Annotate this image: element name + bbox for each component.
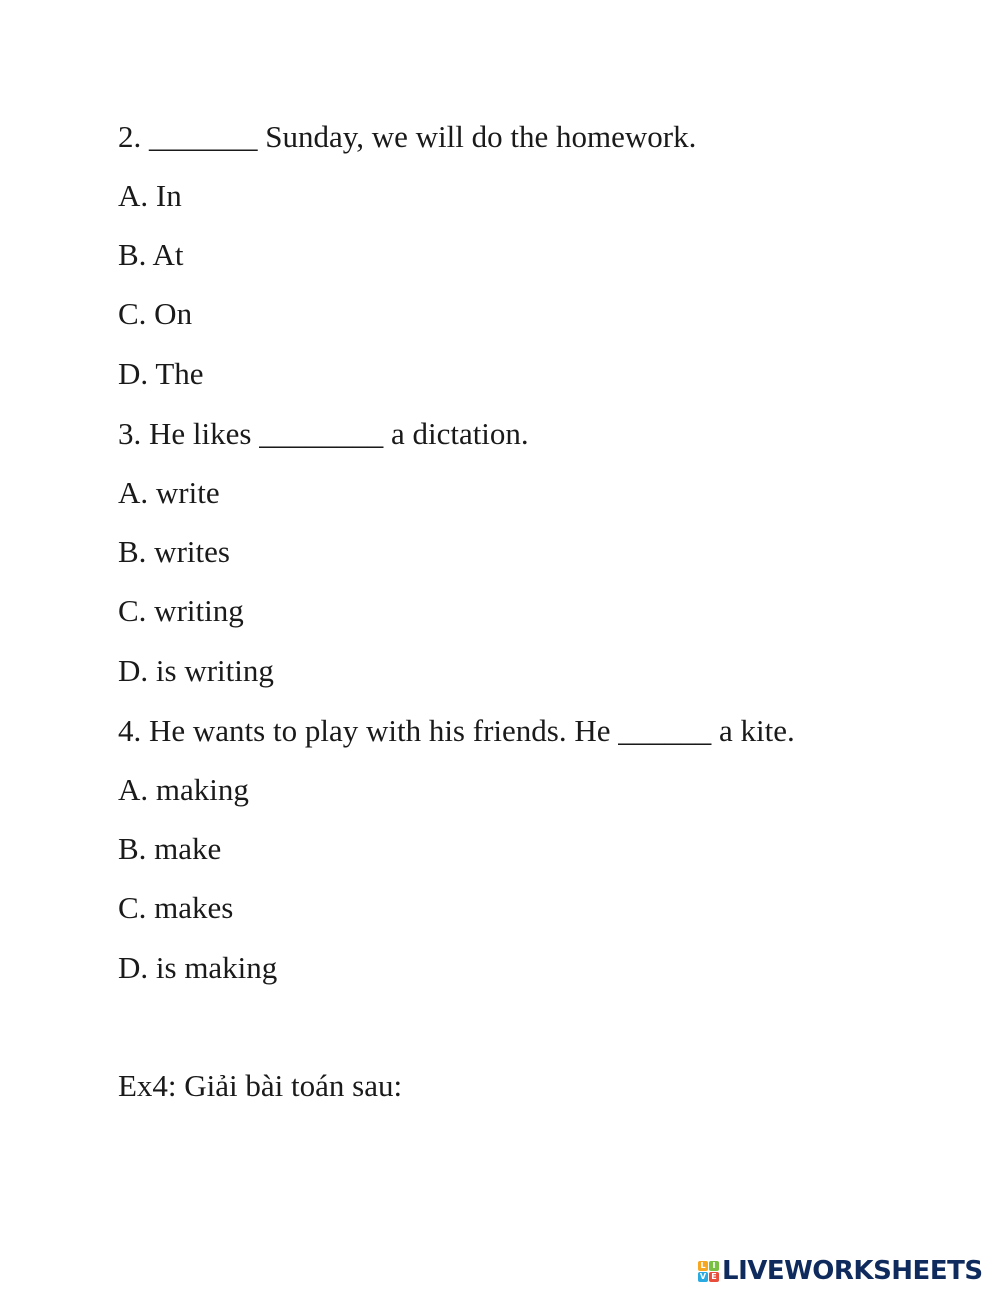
q3-option-d[interactable]: D. is writing: [118, 653, 274, 688]
q3-option-c[interactable]: C. writing: [118, 593, 244, 628]
question-2: 2. _______ Sunday, we will do the homework.: [118, 119, 697, 154]
q4-option-b[interactable]: B. make: [118, 831, 222, 866]
exercise-4-heading: Ex4: Giải bài toán sau:: [118, 1068, 403, 1103]
logo-tile-e: E: [709, 1272, 719, 1282]
question-4: 4. He wants to play with his friends. He ______ a kite.: [118, 713, 795, 748]
q2-option-a[interactable]: A. In: [118, 178, 182, 213]
q3-option-b[interactable]: B. writes: [118, 534, 230, 569]
liveworksheets-logo-icon: [698, 1261, 719, 1282]
brand-name: LIVEWORKSHEETS: [722, 1256, 983, 1286]
question-3: 3. He likes ________ a dictation.: [118, 416, 529, 451]
liveworksheets-brand: [698, 1256, 983, 1286]
logo-tile-v: V: [699, 1271, 707, 1281]
q4-option-d[interactable]: D. is making: [118, 950, 278, 985]
logo-tile-i: I: [709, 1261, 719, 1271]
q3-option-a[interactable]: A. write: [118, 475, 220, 510]
q4-option-c[interactable]: C. makes: [118, 890, 234, 925]
q4-option-a[interactable]: A. making: [118, 772, 249, 807]
logo-tile-l: L: [698, 1261, 708, 1271]
q2-option-c[interactable]: C. On: [118, 296, 193, 331]
q2-option-d[interactable]: D. The: [118, 356, 204, 391]
q2-option-b[interactable]: B. At: [118, 237, 184, 272]
